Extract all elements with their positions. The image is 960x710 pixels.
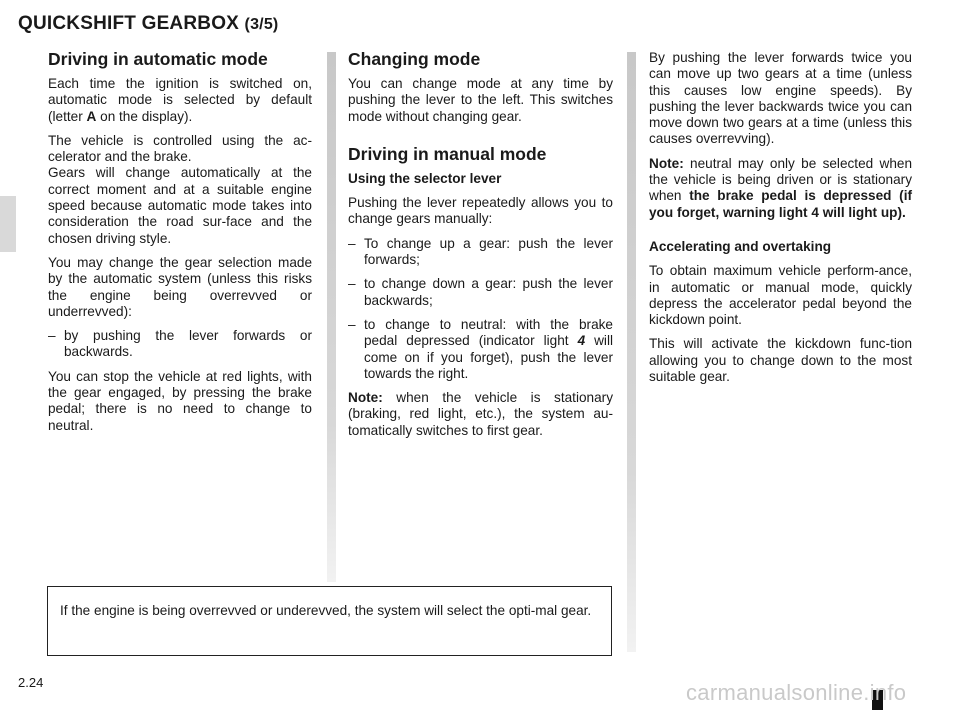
dash-mark: – bbox=[348, 276, 356, 292]
dash-mark: – bbox=[348, 316, 356, 332]
display-letter: A bbox=[86, 108, 97, 124]
column-divider bbox=[627, 52, 636, 652]
text-run: neutral may only be selected when the vehicle is being driven or is stationary when bbox=[649, 155, 912, 204]
list-item bbox=[48, 328, 312, 361]
page-title-part: (3/5) bbox=[244, 16, 279, 33]
paragraph bbox=[348, 390, 613, 439]
list-item bbox=[348, 236, 613, 269]
paragraph: You may change the gear selection made by the automatic system (unless this risks the engine being overrevved or underrevved): bbox=[48, 254, 312, 319]
list-item-text bbox=[364, 317, 613, 382]
text-run: on the display). bbox=[96, 108, 193, 124]
paragraph bbox=[48, 76, 312, 125]
subheading-selector-lever: Using the selector lever bbox=[348, 170, 502, 186]
list-item bbox=[348, 276, 613, 309]
subheading-accelerating: Accelerating and overtaking bbox=[649, 238, 832, 254]
paragraph: You can stop the vehicle at red lights, with the gear engaged, by pressing the brake pedal; there is no need to change to neutral. bbox=[48, 368, 312, 433]
paragraph bbox=[48, 133, 312, 166]
column-left bbox=[48, 48, 312, 442]
dash-mark: – bbox=[348, 235, 356, 251]
page-title-text: QUICKSHIFT GEARBOX bbox=[18, 13, 240, 34]
paragraph: Gears will change automatically at the correct moment and at a suitable engine speed because automatic mode takes into consideration the road sur-face and the chosen driving style. bbox=[48, 165, 312, 246]
text-run: when the vehicle is stationary (braking, red light, etc.), the system au-tomatically switches to first gear. bbox=[348, 390, 613, 438]
list-item-text: To change up a gear: push the lever forwards; bbox=[364, 235, 613, 268]
text-run: will come on if you forget), push the lever towards the right. bbox=[364, 333, 613, 381]
text-run: Each time the ignition is switched on, automatic mode is selected by default (letter bbox=[48, 76, 312, 124]
section-heading-automatic-mode: Driving in automatic mode bbox=[48, 49, 268, 69]
column-divider bbox=[327, 52, 336, 582]
list-item bbox=[348, 317, 613, 382]
watermark: carmanualsonline.info bbox=[686, 680, 907, 705]
indicator-light-number: 4 bbox=[577, 333, 586, 349]
paragraph: By pushing the lever forwards twice you can move up two gears at a time (unless this causes low engine speeds). By pushing the lever backwards twice you can move down two gears at a time (unless this causes overrevving). bbox=[649, 50, 912, 147]
text-run: to change to neutral: with the brake pedal depressed (indicator light bbox=[364, 316, 613, 349]
bold-warning: the brake pedal is depressed (if you forget, warning light 4 will light up). bbox=[649, 188, 912, 220]
paragraph: This will activate the kickdown func-tion allowing you to change down to the most suitable gear. bbox=[649, 336, 912, 385]
page-number: 2.24 bbox=[18, 675, 44, 690]
column-right bbox=[649, 50, 912, 393]
note-label: Note: bbox=[348, 390, 383, 406]
section-heading-changing-mode: Changing mode bbox=[348, 49, 481, 69]
dash-mark: – bbox=[48, 328, 56, 344]
section-heading-manual-mode: Driving in manual mode bbox=[348, 143, 547, 164]
paragraph bbox=[649, 156, 912, 221]
page-title bbox=[18, 13, 278, 35]
list-item-text: to change down a gear: push the lever backwards; bbox=[364, 276, 613, 308]
list-item-text: by pushing the lever forwards or backwards. bbox=[64, 328, 312, 360]
paragraph: You can change mode at any time by pushing the lever to the left. This switches mode without changing gear. bbox=[348, 76, 613, 124]
note-box bbox=[47, 586, 612, 656]
column-middle bbox=[348, 48, 613, 447]
paragraph: To obtain maximum vehicle perform-ance, in automatic or manual mode, quickly depress the accelerator pedal beyond the kickdown point. bbox=[649, 263, 912, 328]
chapter-tab bbox=[0, 196, 16, 252]
paragraph: Pushing the lever repeatedly allows you to change gears manually: bbox=[348, 195, 613, 227]
text-run: The vehicle is controlled using the ac-celerator and the brake. bbox=[48, 132, 312, 165]
note-label: Note: bbox=[649, 155, 684, 171]
note-box-text: If the engine is being overrevved or underevved, the system will select the opti-mal gear. bbox=[60, 603, 592, 618]
